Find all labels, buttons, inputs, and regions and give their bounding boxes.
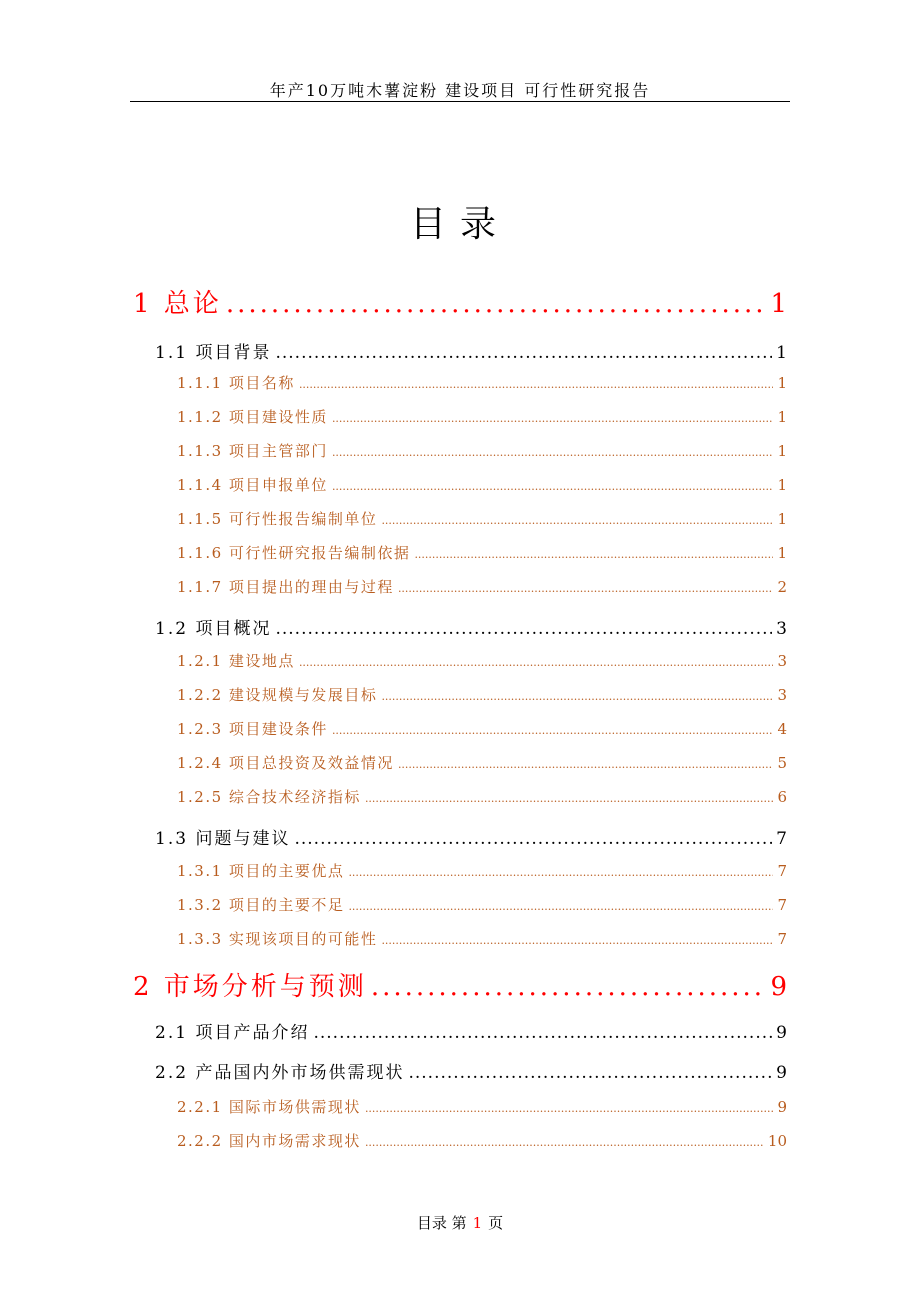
page-footer — [0, 1212, 920, 1233]
toc-entry[interactable] — [177, 1130, 787, 1151]
toc-entry[interactable] — [177, 474, 787, 495]
toc-entry[interactable] — [133, 966, 787, 1003]
toc-entry-page: 1 — [777, 510, 787, 528]
toc-entry-label: 1.1.6 可行性研究报告编制依据 — [177, 544, 411, 562]
toc-leader — [371, 972, 767, 1002]
page-title: 目录 — [409, 204, 510, 245]
toc-entry[interactable] — [177, 406, 787, 427]
toc-leader — [381, 514, 773, 527]
toc-entry-page: 7 — [776, 829, 787, 849]
toc-entry-label: 1.3 问题与建议 — [155, 829, 291, 849]
toc-entry-page: 1 — [776, 343, 787, 363]
toc-entry[interactable] — [155, 1058, 787, 1083]
toc-entry-page: 7 — [777, 862, 787, 880]
toc-leader — [348, 900, 773, 913]
toc-entry-page: 3 — [777, 652, 787, 670]
toc-leader — [381, 690, 773, 703]
toc-entry-page: 9 — [776, 1063, 787, 1083]
toc-entry-page: 6 — [777, 788, 787, 806]
toc-entry-page: 9 — [777, 1098, 787, 1116]
toc-entry-label: 1.3.1 项目的主要优点 — [177, 862, 345, 880]
toc-entry-label: 1.3.3 实现该项目的可能性 — [177, 930, 378, 948]
toc-entry-label: 1.1.4 项目申报单位 — [177, 476, 328, 494]
toc-entry-label: 2.2.2 国内市场需求现状 — [177, 1132, 361, 1150]
toc-leader — [414, 548, 773, 561]
toc-entry[interactable] — [177, 860, 787, 881]
toc-leader — [381, 934, 773, 947]
toc-entry-page: 1 — [777, 408, 787, 426]
toc-entry-label: 2.2.1 国际市场供需现状 — [177, 1098, 361, 1116]
toc-entry-label: 1.1 项目背景 — [155, 343, 272, 363]
toc-leader — [408, 1063, 772, 1083]
toc-entry-page: 5 — [777, 754, 787, 772]
toc-leader — [332, 724, 774, 737]
toc-leader — [226, 289, 767, 319]
toc-entry-page: 2 — [777, 578, 787, 596]
toc-entry[interactable] — [177, 1096, 787, 1117]
toc-entry[interactable] — [177, 576, 787, 597]
toc-entry-page: 1 — [777, 544, 787, 562]
toc-entry-page: 4 — [777, 720, 787, 738]
toc-leader — [313, 1023, 772, 1043]
toc-entry[interactable] — [177, 718, 787, 739]
toc-entry[interactable] — [177, 440, 787, 461]
footer-prefix: 目录 第 — [416, 1214, 467, 1232]
toc-leader — [275, 343, 772, 363]
toc-entry-label: 1.2.1 建设地点 — [177, 652, 295, 670]
toc-entry-label: 2.2 产品国内外市场供需现状 — [155, 1063, 405, 1083]
header-rule — [130, 101, 790, 102]
toc-entry-label: 1 总论 — [133, 289, 222, 319]
toc-entry[interactable] — [177, 684, 787, 705]
toc-entry[interactable] — [133, 283, 787, 320]
toc-entry-label: 1.2.2 建设规模与发展目标 — [177, 686, 378, 704]
toc-entry[interactable] — [155, 1018, 787, 1043]
toc-entry-label: 2 市场分析与预测 — [133, 972, 367, 1002]
toc-entry-page: 7 — [777, 930, 787, 948]
toc-entry[interactable] — [177, 786, 787, 807]
toc-entry[interactable] — [177, 928, 787, 949]
toc-leader — [398, 582, 774, 595]
toc-entry-label: 1.1.1 项目名称 — [177, 374, 295, 392]
toc-leader — [332, 480, 774, 493]
toc-leader — [348, 866, 773, 879]
toc-entry-label: 1.3.2 项目的主要不足 — [177, 896, 345, 914]
toc-entry[interactable] — [155, 338, 787, 363]
toc-entry-page: 1 — [777, 476, 787, 494]
toc-leader — [332, 412, 774, 425]
toc-leader — [398, 758, 774, 771]
toc-entry-label: 1.2 项目概况 — [155, 619, 272, 639]
toc-entry-page: 3 — [776, 619, 787, 639]
toc-entry-page: 1 — [777, 442, 787, 460]
toc-entry-label: 1.1.5 可行性报告编制单位 — [177, 510, 378, 528]
toc-entry-page: 9 — [776, 1023, 787, 1043]
toc-entry-page: 10 — [767, 1132, 787, 1150]
toc-entry[interactable] — [177, 752, 787, 773]
toc-leader — [275, 619, 772, 639]
footer-page-number: 1 — [472, 1214, 483, 1232]
toc-leader — [365, 792, 774, 805]
toc-entry-label: 1.2.4 项目总投资及效益情况 — [177, 754, 394, 772]
toc-entry-label: 1.1.3 项目主管部门 — [177, 442, 328, 460]
toc-leader — [332, 446, 774, 459]
running-header: 年产10万吨木薯淀粉 建设项目 可行性研究报告 — [269, 81, 651, 100]
toc-entry-page: 1 — [777, 374, 787, 392]
toc-entry-page: 1 — [770, 289, 787, 319]
toc-leader — [299, 656, 774, 669]
toc-entry-page: 9 — [770, 972, 787, 1002]
toc-entry-label: 1.2.5 综合技术经济指标 — [177, 788, 361, 806]
toc-entry[interactable] — [177, 542, 787, 563]
toc-leader — [365, 1136, 764, 1149]
toc-leader — [299, 378, 774, 391]
toc-entry-page: 3 — [777, 686, 787, 704]
toc-entry[interactable] — [177, 372, 787, 393]
toc-entry-page: 7 — [777, 896, 787, 914]
toc-entry-label: 1.2.3 项目建设条件 — [177, 720, 328, 738]
toc-entry-label: 2.1 项目产品介绍 — [155, 1023, 310, 1043]
toc-entry[interactable] — [155, 824, 787, 849]
toc-leader — [365, 1102, 774, 1115]
toc-entry[interactable] — [177, 650, 787, 671]
toc-entry-label: 1.1.7 项目提出的理由与过程 — [177, 578, 394, 596]
toc-entry[interactable] — [177, 894, 787, 915]
toc-entry[interactable] — [177, 508, 787, 529]
toc-entry-label: 1.1.2 项目建设性质 — [177, 408, 328, 426]
toc-leader — [294, 829, 772, 849]
toc-entry[interactable] — [155, 614, 787, 639]
footer-suffix: 页 — [488, 1214, 504, 1232]
